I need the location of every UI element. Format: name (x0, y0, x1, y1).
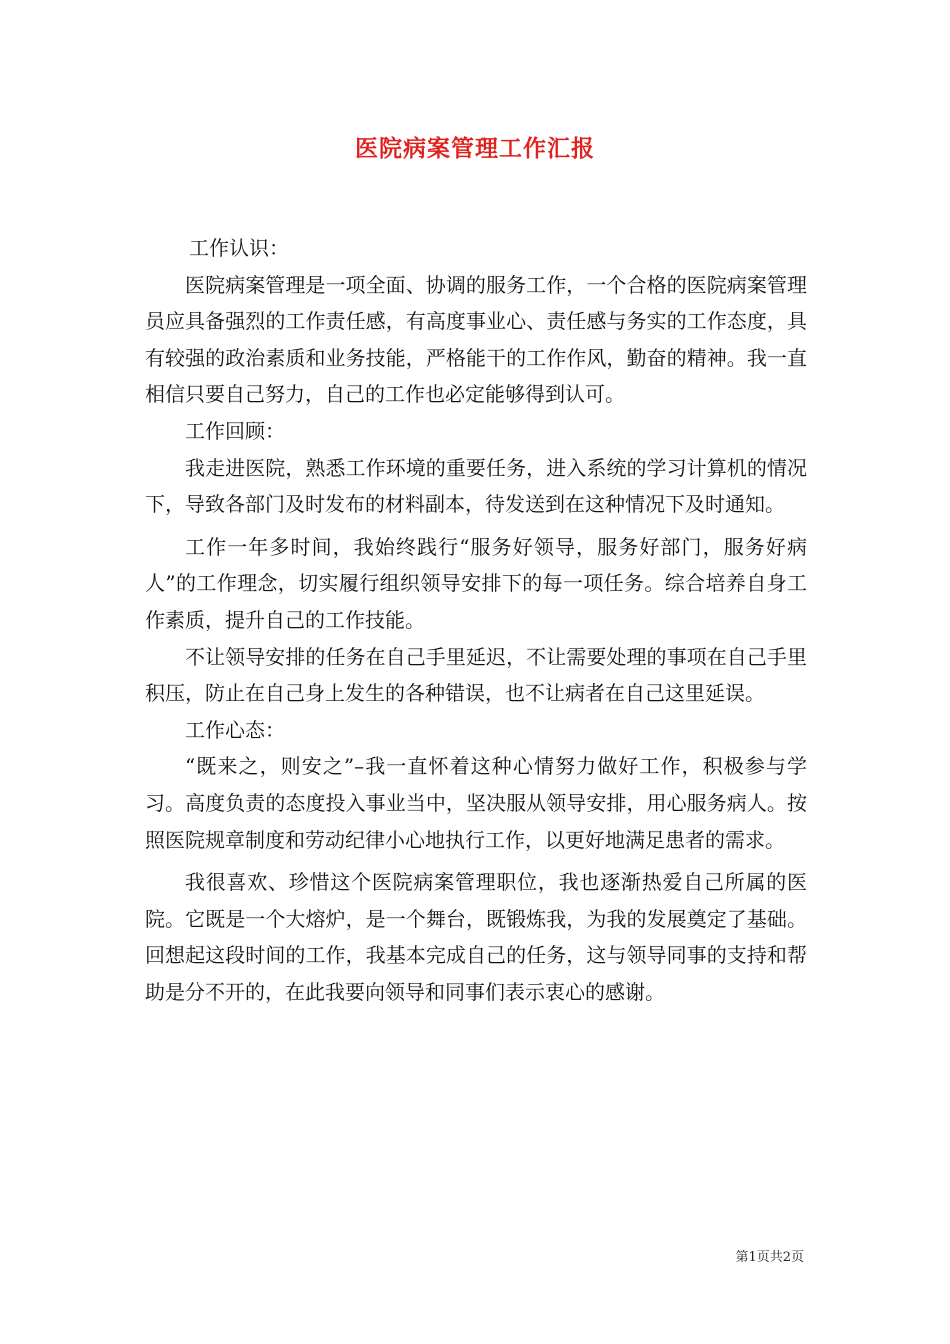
paragraph: “既来之，则安之”–我一直怀着这种心情努力做好工作，积极参与学习。高度负责的态度投入事业当中，坚决服从领导安排，用心服务病人。按照医院规章制度和劳动纪律小心地执行工作，以更好地满足患者的需求。 (145, 754, 807, 852)
paragraph: 我很喜欢、珍惜这个医院病案管理职位，我也逐渐热爱自己所属的医院。它既是一个大熔炉，是一个舞台，既锻炼我，为我的发展奠定了基础。回想起这段时间的工作，我基本完成自己的任务，这与领导同事的支持和帮助是分不开的，在此我要向领导和同事们表示衷心的感谢。 (145, 870, 807, 1004)
paragraph: 不让领导安排的任务在自己手里延迟，不让需要处理的事项在自己手里积压，防止在自己身上发生的各种错误，也不让病者在自己这里延误。 (145, 644, 807, 706)
paragraph: 医院病案管理是一项全面、协调的服务工作，一个合格的医院病案管理员应具备强烈的工作责任感，有高度事业心、责任感与务实的工作态度，具有较强的政治素质和业务技能，严格能干的工作作风，勤奋的精神。我一直相信只要自己努力，自己的工作也必定能够得到认可。 (145, 272, 807, 407)
paragraph: 我走进医院，熟悉工作环境的重要任务，进入系统的学习计算机的情况下，导致各部门及时发布的材料副本，待发送到在这种情况下及时通知。 (145, 455, 807, 517)
document-title: 医院病案管理工作汇报 (355, 135, 595, 162)
section-heading-review: 工作回顾： (185, 418, 285, 443)
document-body (145, 230, 807, 1010)
section-heading-understanding: 工作认识： (189, 236, 289, 260)
page-number-footer: 第1页共2页 (735, 1250, 804, 1265)
paragraph: 工作一年多时间，我始终践行“服务好领导，服务好部门，服务好病人”的工作理念，切实履行组织领导安排下的每一项任务。综合培养自身工作素质，提升自己的工作技能。 (145, 534, 807, 632)
section-heading-attitude: 工作心态： (185, 717, 285, 742)
